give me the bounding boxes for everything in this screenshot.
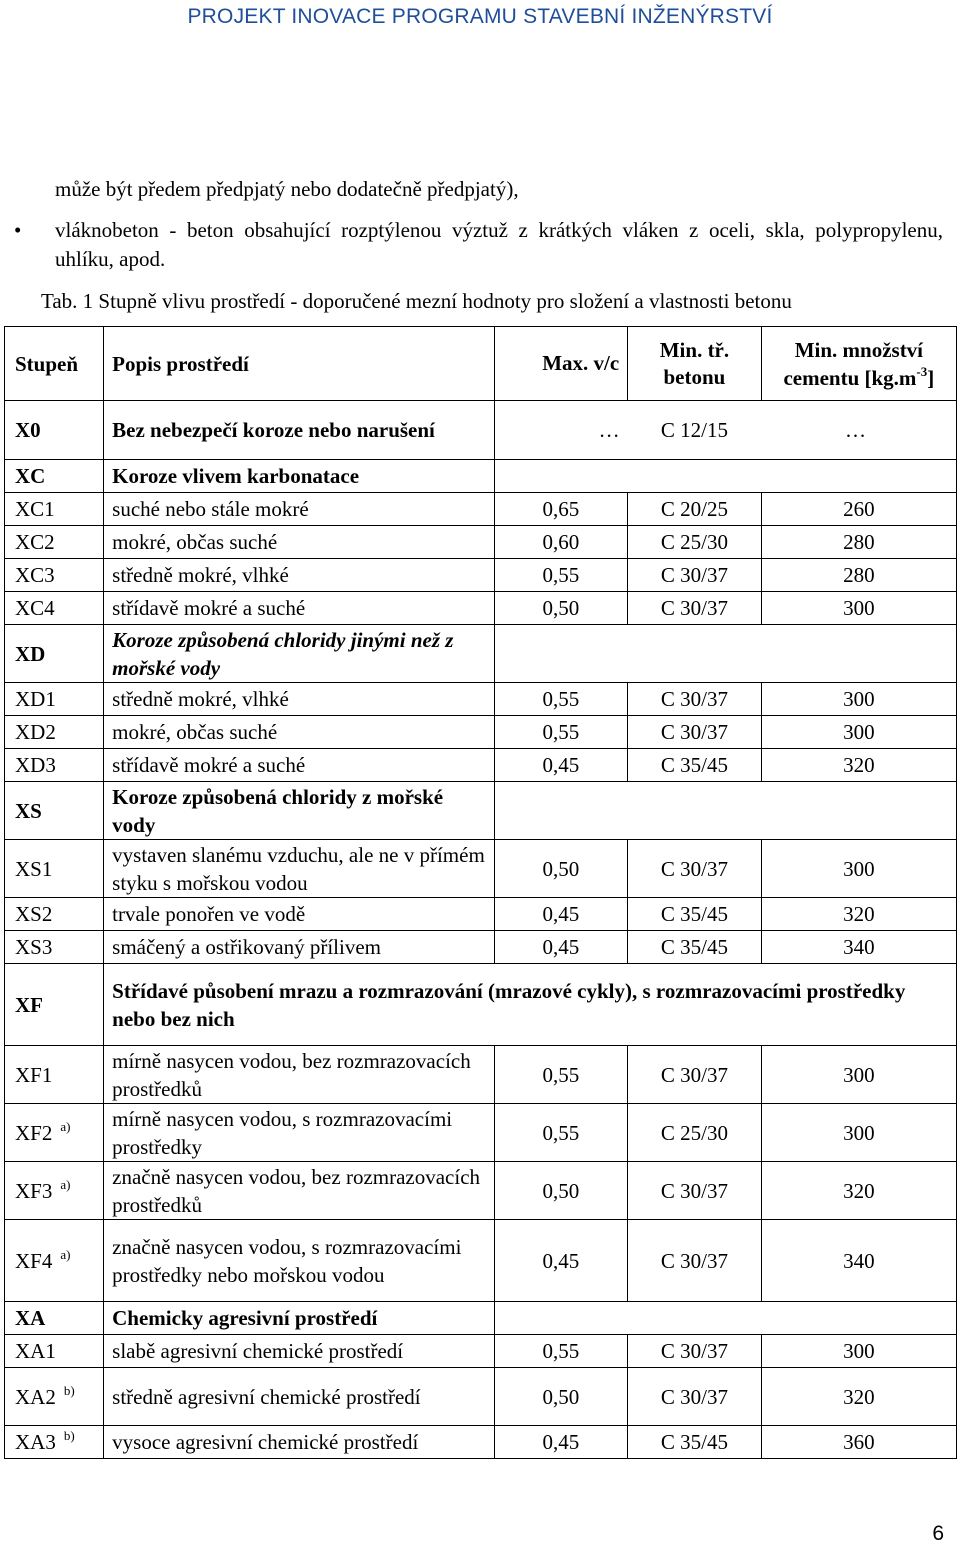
cell-popis: mokré, občas suché xyxy=(104,716,495,749)
cell-stupen xyxy=(5,683,104,716)
cell-vc: 0,45 xyxy=(494,931,628,964)
cell-cement: 280 xyxy=(761,526,956,559)
bullet-icon: • xyxy=(14,218,22,242)
cell-stupen xyxy=(5,931,104,964)
cell-cement: 300 xyxy=(761,716,956,749)
cell-cement: 320 xyxy=(761,749,956,782)
cell-popis: značně nasycen vodou, bez rozmrazovacích prostředků xyxy=(104,1162,495,1220)
cell-vc: 0,55 xyxy=(494,1046,628,1104)
cell-cement: 300 xyxy=(761,840,956,898)
cell-vc: … xyxy=(494,401,628,460)
cell-popis: vysoce agresivní chemické prostředí xyxy=(104,1426,495,1459)
cell-popis: Chemicky agresivní prostředí xyxy=(104,1302,495,1335)
cell-stupen xyxy=(5,964,104,1046)
table-caption: Tab. 1 Stupně vlivu prostředí - doporučené mezní hodnoty pro složení a vlastnosti betonu xyxy=(41,289,792,313)
stupen-code: XC1 xyxy=(15,497,55,521)
cell-stupen xyxy=(5,1162,104,1220)
cell-stupen xyxy=(5,749,104,782)
cell-stupen xyxy=(5,1104,104,1162)
stupen-code: XS2 xyxy=(15,902,53,926)
table-row xyxy=(5,1426,957,1459)
cell-stupen xyxy=(5,1302,104,1335)
cell-stupen xyxy=(5,460,104,493)
cell-trida: C 20/25 xyxy=(628,493,762,526)
cell-cement: 320 xyxy=(761,1368,956,1426)
cell-stupen xyxy=(5,1220,104,1302)
cell-vc: 0,50 xyxy=(494,592,628,625)
table-row xyxy=(5,782,957,840)
cell-trida: C 30/37 xyxy=(628,592,762,625)
cell-trida: C 30/37 xyxy=(628,1046,762,1104)
stupen-code: XC xyxy=(15,464,46,488)
cell-vc: 0,50 xyxy=(494,1368,628,1426)
table-row xyxy=(5,625,957,683)
cell-vc: 0,45 xyxy=(494,1220,628,1302)
cell-popis: Koroze způsobená chloridy z mořské vody xyxy=(104,782,495,840)
cell-popis: značně nasycen vodou, s rozmrazovacími prostředky nebo mořskou vodou xyxy=(104,1220,495,1302)
cell-cement: 300 xyxy=(761,1104,956,1162)
cell-cement: 260 xyxy=(761,493,956,526)
cell-vc: 0,55 xyxy=(494,559,628,592)
cell-cement: 340 xyxy=(761,931,956,964)
cell-empty xyxy=(494,782,956,840)
stupen-code: XA1 xyxy=(15,1339,56,1363)
cell-popis: mokré, občas suché xyxy=(104,526,495,559)
cell-stupen xyxy=(5,592,104,625)
cell-vc: 0,60 xyxy=(494,526,628,559)
cell-popis: Koroze vlivem karbonatace xyxy=(104,460,495,493)
cell-stupen xyxy=(5,401,104,460)
footnote-mark: a) xyxy=(60,1118,71,1134)
table-row xyxy=(5,592,957,625)
cell-empty xyxy=(494,460,956,493)
cell-cement: 320 xyxy=(761,1162,956,1220)
cell-vc: 0,45 xyxy=(494,898,628,931)
cell-popis: slabě agresivní chemické prostředí xyxy=(104,1335,495,1368)
table-row xyxy=(5,931,957,964)
stupen-code: X0 xyxy=(15,418,41,442)
cell-trida: C 35/45 xyxy=(628,931,762,964)
cell-vc: 0,45 xyxy=(494,749,628,782)
stupen-code: XF2 xyxy=(15,1120,53,1145)
cell-stupen xyxy=(5,782,104,840)
table-row xyxy=(5,1302,957,1335)
table-row xyxy=(5,1046,957,1104)
header-cement-end: ] xyxy=(927,365,935,390)
cell-popis: středně mokré, vlhké xyxy=(104,683,495,716)
header-cement-sup: -3 xyxy=(916,363,928,379)
cell-popis: suché nebo stále mokré xyxy=(104,493,495,526)
stupen-code: XS xyxy=(15,798,42,823)
cell-cement: 300 xyxy=(761,1335,956,1368)
cell-cement: 300 xyxy=(761,592,956,625)
cell-stupen xyxy=(5,625,104,683)
cell-stupen xyxy=(5,1368,104,1426)
cell-trida: C 25/30 xyxy=(628,526,762,559)
cell-popis: trvale ponořen ve vodě xyxy=(104,898,495,931)
table-row xyxy=(5,840,957,898)
cell-stupen xyxy=(5,526,104,559)
cell-stupen xyxy=(5,716,104,749)
stupen-code: XF4 xyxy=(15,1248,53,1273)
cell-vc: 0,50 xyxy=(494,1162,628,1220)
cell-stupen xyxy=(5,1335,104,1368)
table-row xyxy=(5,964,957,1046)
stupen-code: XD3 xyxy=(15,753,56,777)
cell-popis: smáčený a ostřikovaný přílivem xyxy=(104,931,495,964)
cell-cement: 300 xyxy=(761,683,956,716)
table-row xyxy=(5,716,957,749)
table-header-row xyxy=(5,327,957,401)
table-row xyxy=(5,683,957,716)
page-number: 6 xyxy=(932,1522,944,1545)
cell-trida: C 30/37 xyxy=(628,559,762,592)
stupen-code: XS1 xyxy=(15,856,53,881)
stupen-code: XA xyxy=(15,1306,46,1330)
cell-stupen xyxy=(5,898,104,931)
cell-popis: Koroze způsobená chloridy jinými než z mořské vody xyxy=(104,625,495,683)
table-row xyxy=(5,1220,957,1302)
cell-cement: … xyxy=(761,401,956,460)
cell-trida: C 35/45 xyxy=(628,898,762,931)
cell-cement: 360 xyxy=(761,1426,956,1459)
cell-vc: 0,45 xyxy=(494,1426,628,1459)
header-stupen: Stupeň xyxy=(5,327,104,401)
cell-cement: 300 xyxy=(761,1046,956,1104)
stupen-code: XF1 xyxy=(15,1062,53,1087)
cell-stupen xyxy=(5,1046,104,1104)
header-cement xyxy=(761,327,956,401)
footnote-mark: a) xyxy=(60,1246,71,1262)
page-header: PROJEKT INOVACE PROGRAMU STAVEBNÍ INŽENÝRSTVÍ xyxy=(187,5,773,28)
header-popis: Popis prostředí xyxy=(104,327,495,401)
cell-vc: 0,55 xyxy=(494,1335,628,1368)
cell-trida: C 35/45 xyxy=(628,1426,762,1459)
stupen-code: XC2 xyxy=(15,530,55,554)
cell-trida: C 12/15 xyxy=(628,401,762,460)
cell-vc: 0,50 xyxy=(494,840,628,898)
stupen-code: XC4 xyxy=(15,596,55,620)
cell-popis: středně mokré, vlhké xyxy=(104,559,495,592)
cell-empty xyxy=(494,625,956,683)
table-row xyxy=(5,526,957,559)
stupen-code: XS3 xyxy=(15,935,53,959)
table-row xyxy=(5,1368,957,1426)
stupen-code: XD xyxy=(15,641,46,666)
cell-popis: mírně nasycen vodou, bez rozmrazovacích prostředků xyxy=(104,1046,495,1104)
stupen-code: XA3 xyxy=(15,1430,56,1454)
cell-stupen xyxy=(5,1426,104,1459)
header-cement-text: Min. množství cementu [kg.m xyxy=(783,337,924,390)
cell-vc: 0,55 xyxy=(494,1104,628,1162)
table-row xyxy=(5,1162,957,1220)
cell-vc: 0,55 xyxy=(494,683,628,716)
header-trida: Min. tř. betonu xyxy=(628,327,762,401)
cell-stupen xyxy=(5,559,104,592)
cell-popis: středně agresivní chemické prostředí xyxy=(104,1368,495,1426)
stupen-code: XC3 xyxy=(15,563,55,587)
bullet-text: vláknobeton - beton obsahující rozptýlenou výztuž z krátkých vláken z oceli, skla, polypropylenu, uhlíku, apod. xyxy=(55,218,943,271)
cell-stupen xyxy=(5,840,104,898)
cell-popis: Bez nebezpečí koroze nebo narušení xyxy=(104,401,495,460)
cell-trida: C 30/37 xyxy=(628,683,762,716)
table-row xyxy=(5,493,957,526)
cell-trida: C 30/37 xyxy=(628,1335,762,1368)
exposure-classes-table xyxy=(4,326,957,1459)
cell-cement: 320 xyxy=(761,898,956,931)
cell-trida: C 35/45 xyxy=(628,749,762,782)
footnote-mark: a) xyxy=(60,1176,71,1192)
cell-trida: C 25/30 xyxy=(628,1104,762,1162)
table-row xyxy=(5,1335,957,1368)
cell-stupen xyxy=(5,493,104,526)
cell-popis: mírně nasycen vodou, s rozmrazovacími prostředky xyxy=(104,1104,495,1162)
stupen-code: XF xyxy=(15,992,43,1017)
footnote-mark: b) xyxy=(63,1382,75,1398)
cell-popis: Střídavé působení mrazu a rozmrazování (mrazové cykly), s rozmrazovacími prostředky nebo bez nich xyxy=(104,964,957,1046)
cell-trida: C 30/37 xyxy=(628,1220,762,1302)
cell-popis: vystaven slanému vzduchu, ale ne v přímém styku s mořskou vodou xyxy=(104,840,495,898)
header-vc: Max. v/c xyxy=(494,327,628,401)
table-row xyxy=(5,898,957,931)
table-row xyxy=(5,460,957,493)
cell-cement: 280 xyxy=(761,559,956,592)
table-row xyxy=(5,1104,957,1162)
cell-trida: C 30/37 xyxy=(628,1368,762,1426)
table-row xyxy=(5,559,957,592)
cell-trida: C 30/37 xyxy=(628,1162,762,1220)
table-row xyxy=(5,401,957,460)
cell-empty xyxy=(494,1302,956,1335)
stupen-code: XD1 xyxy=(15,687,56,711)
stupen-code: XD2 xyxy=(15,720,56,744)
footnote-mark: b) xyxy=(63,1428,75,1443)
paragraph-text: může být předem předpjatý nebo dodatečně předpjatý), xyxy=(55,177,519,201)
table-row xyxy=(5,749,957,782)
cell-vc: 0,55 xyxy=(494,716,628,749)
cell-trida: C 30/37 xyxy=(628,716,762,749)
cell-vc: 0,65 xyxy=(494,493,628,526)
cell-cement: 340 xyxy=(761,1220,956,1302)
cell-trida: C 30/37 xyxy=(628,840,762,898)
cell-popis: střídavě mokré a suché xyxy=(104,749,495,782)
stupen-code: XF3 xyxy=(15,1178,53,1203)
cell-popis: střídavě mokré a suché xyxy=(104,592,495,625)
stupen-code: XA2 xyxy=(15,1384,56,1409)
